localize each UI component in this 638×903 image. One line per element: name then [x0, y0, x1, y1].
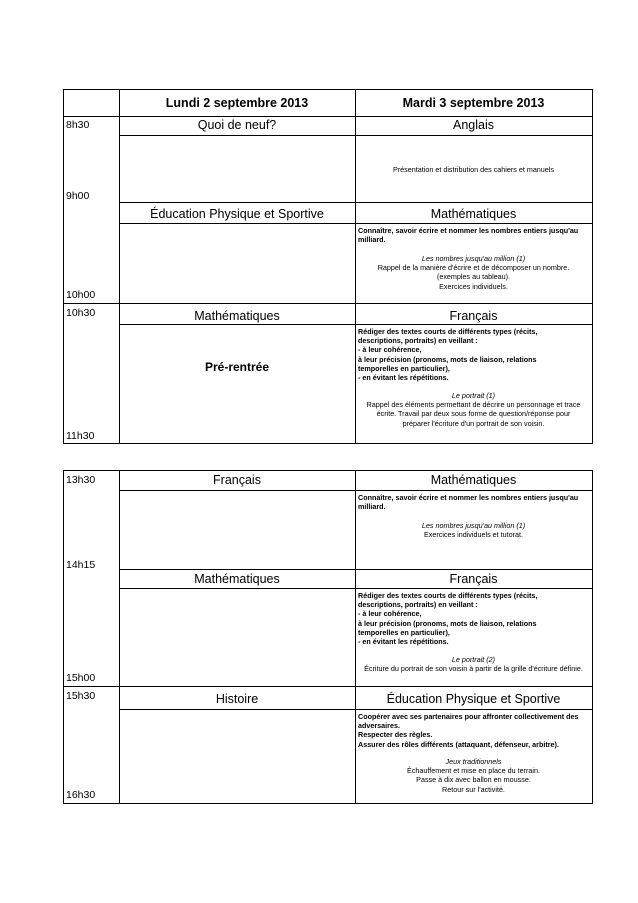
activity-text: Présentation et distribution des cahiers et manuels: [392, 165, 554, 174]
pre-rentree-note: Pré-rentrée: [204, 360, 270, 374]
time-label: 11h30: [66, 430, 95, 442]
time-label: 15h30: [66, 690, 96, 702]
row-divider: [119, 490, 593, 491]
time-label: 16h30: [66, 789, 96, 801]
row-divider: [119, 223, 593, 224]
column-divider: [119, 89, 120, 444]
subject-label: Mathématiques: [194, 309, 280, 323]
row-divider: [63, 303, 593, 304]
subject-label: Histoire: [215, 692, 259, 706]
subject-label: Mathématiques: [430, 207, 517, 221]
subject-label: Français: [449, 309, 498, 323]
time-label: 14h15: [66, 559, 96, 571]
time-label: 9h00: [66, 190, 90, 202]
time-label: 15h00: [66, 672, 96, 684]
table-border-bottom: [63, 443, 593, 444]
row-divider: [63, 116, 593, 117]
day2-header: Mardi 3 septembre 2013: [402, 96, 545, 110]
activity-description: Le portrait (2) Écriture du portrait de son voisin à partir de la grille d'écriture définie.: [355, 655, 592, 673]
learning-objective: Rédiger des textes courts de différents types (récits, descriptions, portraits) en veillant : - à leur cohérence, à leur précision (pronoms, mots de liaison, relations temporelles en particulier), - en évitant les répétitions.: [358, 591, 538, 647]
activity-description: Les nombres jusqu'au million (1) Exercices individuels et tutorat.: [355, 521, 592, 539]
table-border-top: [63, 89, 593, 90]
table-border-left: [63, 470, 64, 804]
subject-label: Français: [213, 473, 261, 487]
column-divider: [119, 470, 120, 804]
time-label: 8h30: [66, 119, 90, 131]
subject-label: Quoi de neuf?: [197, 118, 277, 132]
row-divider: [119, 588, 593, 589]
subject-label: Mathématiques: [194, 572, 280, 586]
activity-description: Les nombres jusqu'au million (1) Rappel de la manière d'écrire et de décomposer un nombre. (exemples au tableau). Exercices individuels.: [355, 254, 592, 291]
activity-title: Le portrait (2): [451, 655, 496, 664]
row-divider: [119, 569, 593, 570]
time-label: 10h00: [66, 289, 96, 301]
row-divider: [119, 135, 593, 136]
table-border-right: [592, 89, 593, 444]
subject-label: Éducation Physique et Sportive: [386, 692, 561, 706]
activity-title: Le portrait (1): [451, 391, 496, 400]
subject-label: Éducation Physique et Sportive: [150, 207, 324, 221]
subject-label: Français: [449, 572, 498, 586]
learning-objective: Coopérer avec ses partenaires pour affronter collectivement des adversaires. Respecter des règles. Assurer des rôles différents (attaquant, défenseur, arbitre).: [358, 712, 579, 749]
subject-label: Mathématiques: [430, 473, 517, 487]
row-divider: [119, 709, 593, 710]
day1-header: Lundi 2 septembre 2013: [165, 96, 309, 110]
activity-description: Le portrait (1) Rappel des éléments permettant de décrire un personnage et trace écrite. Travail par deux sous forme de question/réponse pour préparer l'écriture d'un portrait de son voisin.: [355, 391, 592, 428]
time-label: 13h30: [66, 474, 96, 486]
row-divider: [119, 324, 593, 325]
table-border-left: [63, 89, 64, 444]
table-border-right: [592, 470, 593, 804]
table-border-top: [63, 470, 593, 471]
table-border-bottom: [63, 803, 593, 804]
activity-title: Les nombres jusqu'au million (1): [421, 254, 526, 263]
activity-title: Jeux traditionnels: [445, 757, 502, 766]
row-divider: [119, 202, 593, 203]
subject-label: Anglais: [453, 118, 494, 132]
activity-description: Jeux traditionnels Échauffement et mise en place du terrain. Passe à dix avec ballon en mousse. Retour sur l'activité.: [355, 757, 592, 794]
learning-objective: Rédiger des textes courts de différents types (récits, descriptions, portraits) en veillant : - à leur cohérence, à leur précision (pronoms, mots de liaison, relations temporelles en particulier), - en évitant les répétitions.: [358, 327, 538, 383]
learning-objective: Connaître, savoir écrire et nommer les nombres entiers jusqu'au milliard.: [358, 226, 579, 245]
activity-title: Les nombres jusqu'au million (1): [421, 521, 526, 530]
time-label: 10h30: [66, 307, 96, 319]
learning-objective: Connaître, savoir écrire et nommer les nombres entiers jusqu'au milliard.: [358, 493, 579, 512]
row-divider: [63, 686, 593, 687]
